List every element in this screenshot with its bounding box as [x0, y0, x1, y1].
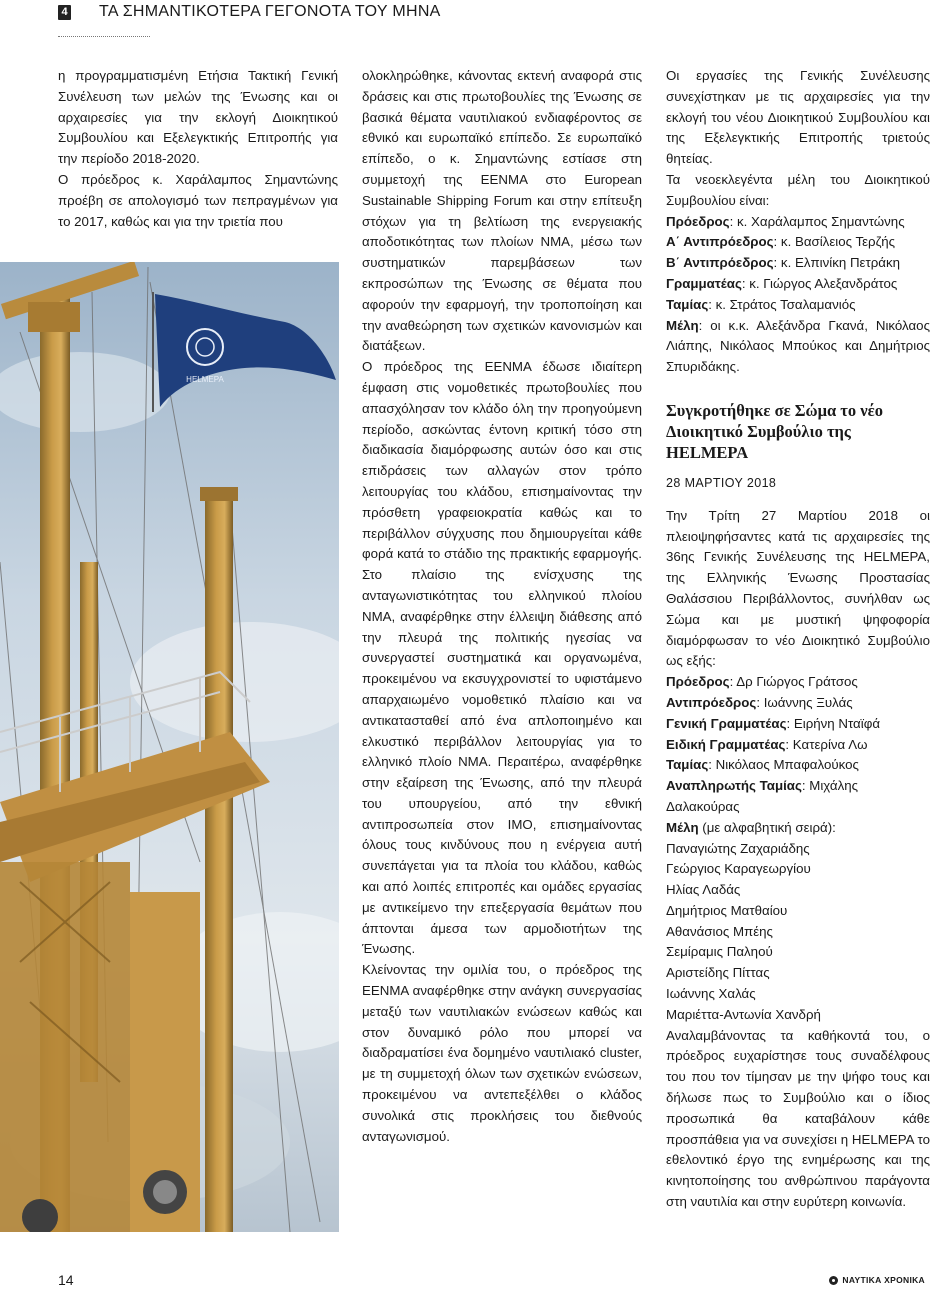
paragraph: Οι εργασίες της Γενικής Συνέλευσης συνεχίστηκαν με τις αρχαιρεσίες για την εκλογή του νέου Διοικητικού Συμβουλίου και της Εξελεγκτικής Επιτροπής τριετούς θητείας. [666, 68, 930, 167]
column-1 [58, 66, 338, 232]
board-entry: Αντιπρόεδρος: Ιωάννης Ξυλάς [666, 694, 853, 710]
board-list-helmepa [666, 672, 930, 838]
board-entry: Ταμίας: Νικόλαος Μπαφαλούκος [666, 757, 859, 773]
board-entry: Γενική Γραμματέας: Ειρήνη Νταϊφά [666, 715, 881, 731]
list-item: Γεώργιος Καραγεωργίου [666, 861, 811, 877]
article-date: 28 ΜΑΡΤΙΟΥ 2018 [666, 475, 777, 490]
paragraph: η προγραμματισμένη Ετήσια Τακτική Γενική Συνέλευση των μελών της Ένωσης και οι αρχαιρεσίες για την εκλογή Διοικητικού Συμβουλίου και Εξελεγκτικής Επιτροπής για την περίοδο 2018-2020. [58, 68, 338, 167]
list-item: Μαριέττα-Αντωνία Χανδρή [666, 1006, 821, 1022]
paragraph: Αναλαμβάνοντας τα καθήκοντά του, ο πρόεδρος ευχαρίστησε τους συναδέλφους του που τον τίμησαν με την ψήφο τους και δήλωσε πως το Συμβούλιο και ο ίδιος προσωπικά θα καταβάλουν κάθε προσπάθεια για να συνεχίσει η HELMEPA το εθελοντικό έργο της ενημέρωσης και της κινητοποίησης του ανθρώπινου παράγοντα στη ναυτιλία και στην ευρύτερη κοινωνία. [666, 1027, 930, 1210]
svg-text:HELMEPA: HELMEPA [186, 375, 224, 384]
board-entry: Πρόεδρος: Δρ Γιώργος Γράτσος [666, 674, 858, 690]
list-item: Παναγιώτης Ζαχαριάδης [666, 840, 810, 856]
page-header [58, 0, 441, 24]
publication-logo-icon [829, 1276, 838, 1285]
list-item: Αθανάσιος Μπέης [666, 923, 773, 939]
members-list [666, 839, 930, 1026]
list-item: Ηλίας Λαδάς [666, 882, 741, 898]
board-entry: Αναπληρωτής Ταμίας: Μιχάλης Δαλακούρας [666, 778, 859, 814]
page-number: 14 [58, 1272, 74, 1288]
list-item: Αριστείδης Πίττας [666, 965, 770, 981]
paragraph: Τα νεοεκλεγέντα μέλη του Διοικητικού Συμβουλίου είναι: [666, 171, 930, 208]
board-entry: Μέλη: οι κ.κ. Αλεξάνδρα Γκανά, Νικόλαος Λιάπης, Νικόλαος Μπούκος και Δημήτριος Σπυριδάκης. [666, 317, 930, 375]
board-list-2018-2020 [666, 212, 930, 378]
publication-footer [829, 1275, 925, 1285]
board-entry: Β΄ Αντιπρόεδρος: κ. Ελπινίκη Πετράκη [666, 255, 901, 271]
board-entry: Πρόεδρος: κ. Χαράλαμπος Σημαντώνης [666, 213, 905, 229]
paragraph: Κλείνοντας την ομιλία του, ο πρόεδρος της ΕΕΝΜΑ αναφέρθηκε στην ανάγκη συνεργασίας μεταξύ των ναυτιλιακών ενώσεων καθώς και στον δυναμικό ρόλο που μπορεί να διαδραματίσει ένα δομημένο ναυτιλιακό cluster, με τη συμμετοχή όλων των σχετικών ενώσεων, προκειμένου να αντεπεξέλθει ο κλάδος συνολικά στις προκλήσεις του διεθνούς ανταγωνισμού. [362, 962, 642, 1144]
board-entry: Μέλη (με αλφαβητική σειρά): [666, 819, 836, 835]
paragraph: ολοκληρώθηκε, κάνοντας εκτενή αναφορά στις δράσεις και στις πρωτοβουλίες της Ένωσης σε βασικά θέματα ναυτιλιακού ενδιαφέροντος σε εθνικό και ευρωπαϊκό επίπεδο. Σε ευρωπαϊκό επίπεδο, ο κ. Σημαντώνης εστίασε στη συμμετοχή της ΕΕΝΜΑ στο European Sustainable Shipping Forum και στην επίτευξη στόχων για τη βελτίωση της ενεργειακής αποδοτικότητας των πλοίων ΝΜΑ, μέσω των συστηματικών παρεμβάσεων των εκπροσώπων της Ένωσης σε θέματα που αφορούν την εφαρμογή, την τροποποίηση και την αναθεώρηση των σχετικών κανονισμών και διατάξεων. [362, 68, 642, 354]
list-item: Ιωάννης Χαλάς [666, 986, 756, 1002]
column-2 [362, 66, 642, 1147]
section-title: ΤΑ ΣΗΜΑΝΤΙΚΟΤΕΡΑ ΓΕΓΟΝΟΤΑ ΤΟΥ ΜΗΝΑ [99, 3, 441, 20]
paragraph: Την Τρίτη 27 Μαρτίου 2018 οι πλειοψηφήσαντες κατά τις αρχαιρεσίες της 36ης Γενικής Συνέλευσης της HELMEPA, της Ελληνικής Ένωσης Προστασίας Θαλάσσιου Περιβάλλοντος, συνήλθαν ως Σώμα και με μυστική ψηφοφορία διαμόρφωσαν το νέο Διοικητικό Συμβούλιο ως εξής: [666, 507, 930, 669]
paragraph: Ο πρόεδρος κ. Χαράλαμπος Σημαντώνης προέβη σε απολογισμό των πεπραγμένων για το 2017, καθώς και για την τριετία που [58, 171, 338, 229]
paragraph: Ο πρόεδρος της ΕΕΝΜΑ έδωσε ιδιαίτερη έμφαση στις νομοθετικές πρωτοβουλίες που απασχόλησαν τον κλάδο όλη την προηγούμενη περίοδο, ασκώντας έντονη κριτική τόσο στη διαδικασία διαμόρφωσης αυτών όσο και στις επιδράσεις των αλλαγών στον τρόπο λειτουργίας του κλάδου, επισημαίνοντας την πρόσθετη γραφειοκρατία καθώς και το περιβάλλον σύγχυσης που δημιουργείται κάθε φορά κατά το στάδιο της πρακτικής εφαρμογής. Στο πλαίσιο της ενίσχυσης της ανταγωνιστικότητας του ελληνικού πλοίου ΝΜΑ, αναφέρθηκε στην έλλειψη διάθεσης από την πλευρά της πολιτικής ηγεσίας να συνεργαστεί συστηματικά και οργανωμένα, προκειμένου να εκσυγχρονιστεί το υφιστάμενο απαρχαιωμένο νομοθετικό πλαίσιο και να αντικατασταθεί από ένα απλοποιημένο και ελκυστικό περιβάλλον λειτουργίας για το ελληνικό πλοίο ΝΜΑ. Περαιτέρω, αναφέρθηκε στην εξαίρεση της Ένωσης, από την πλευρά του υπουργείου, από την εθνική αντιπροσωπεία στον ΙΜΟ, επισημαίνοντας όλους τους κινδύνους που η ενέργεια αυτή συνεπάγεται για τα πλοία του κλάδου, καθώς και από λοιπές επιτροπές και ομάδες εργασίας με αντικείμενο την επεξεργασία θεμάτων που άπτονται άμεσα των αρμοδιοτήτων της Ένωσης. [362, 359, 642, 957]
ship-mast-photo [0, 262, 339, 1232]
column-3 [666, 66, 930, 1213]
list-item: Σεμίραμις Παληού [666, 944, 773, 960]
board-entry: Ταμίας: κ. Στράτος Τσαλαμανιός [666, 296, 856, 312]
list-item: Δημήτριος Ματθαίου [666, 902, 788, 918]
header-divider [58, 36, 150, 37]
subheading: Συγκροτήθηκε σε Σώμα το νέο Διοικητικό Συμβούλιο της HELMEPA [666, 400, 883, 462]
board-entry: Ειδική Γραμματέας: Κατερίνα Λω [666, 736, 868, 752]
board-entry: Γραμματέας: κ. Γιώργος Αλεξανδράτος [666, 275, 898, 291]
section-number-badge: 4 [58, 5, 71, 20]
publication-name: ΝΑΥΤΙΚΑ ΧΡΟΝΙΚΑ [842, 1275, 925, 1285]
board-entry: Α΄ Αντιπρόεδρος: κ. Βασίλειος Τερζής [666, 234, 896, 250]
